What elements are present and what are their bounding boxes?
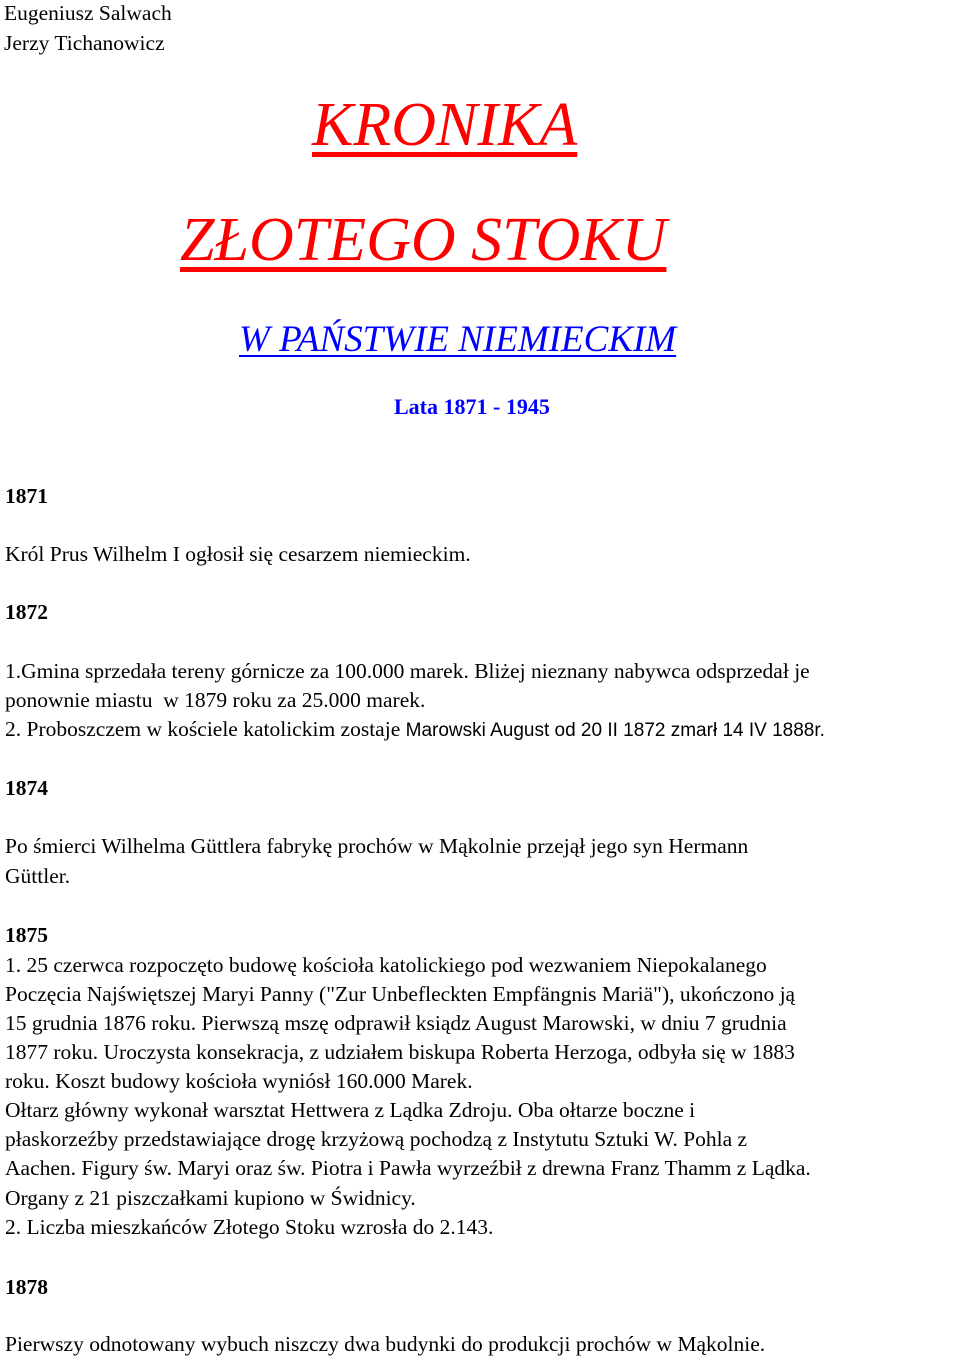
entry-line: 2. Liczba mieszkańców Złotego Stoku wzrosła do 2.143. <box>5 1215 494 1239</box>
entry-line: Pierwszy odnotowany wybuch niszczy dwa budynki do produkcji prochów w Mąkolnie. <box>5 1332 766 1356</box>
entry-line: płaskorzeźby przedstawiające drogę krzyżową pochodzą z Instytutu Sztuki W. Pohla z <box>5 1127 748 1151</box>
title-line-1: KRONIKA <box>312 91 578 159</box>
title-line-2: ZŁOTEGO STOKU <box>180 206 667 274</box>
authors <box>4 0 172 58</box>
entry-text: 2. Proboszczem w kościele katolickim zostaje <box>5 717 406 741</box>
entry-line: 1. 25 czerwca rozpoczęto budowę kościoła katolickiego pod wezwaniem Niepokalanego <box>5 953 767 977</box>
author-name: Eugeniusz Salwach <box>4 1 172 25</box>
entry-line: Aachen. Figury św. Maryi oraz św. Piotra i Pawła wyrzeźbił z drewna Franz Thamm z Lądka. <box>5 1156 811 1180</box>
entry-line: 15 grudnia 1876 roku. Pierwszą mszę odprawił ksiądz August Marowski, w dniu 7 grudnia <box>5 1011 787 1035</box>
entry-line: Ołtarz główny wykonał warsztat Hettwera z Lądka Zdroju. Oba ołtarze boczne i <box>5 1098 696 1122</box>
entry-line: Król Prus Wilhelm I ogłosił się cesarzem niemieckim. <box>5 542 471 566</box>
entry-text-sans: Marowski August od 20 II 1872 zmarł 14 IV 1888r. <box>405 720 825 741</box>
entry-line: 1877 roku. Uroczysta konsekracja, z udziałem biskupa Roberta Herzoga, odbyła się w 1883 <box>5 1040 795 1064</box>
year-heading: 1874 <box>5 776 48 800</box>
subtitle: W PAŃSTWIE NIEMIECKIM <box>239 319 677 360</box>
year-heading: 1871 <box>5 484 48 508</box>
year-heading: 1875 <box>5 923 48 947</box>
entry-line: Poczęcia Najświętszej Maryi Panny ("Zur Unbefleckten Empfängnis Mariä"), ukończono ją <box>5 982 796 1006</box>
entry-line: Po śmierci Wilhelma Güttlera fabrykę prochów w Mąkolnie przejął jego syn Hermann <box>5 834 749 858</box>
entry-line <box>5 715 825 745</box>
entry-line: 1.Gmina sprzedała tereny górnicze za 100.000 marek. Bliżej nieznany nabywca odsprzedał je <box>5 659 810 683</box>
entry-line: ponownie miastu w 1879 roku za 25.000 marek. <box>5 688 426 712</box>
year-heading: 1878 <box>5 1275 48 1299</box>
entry-line: roku. Koszt budowy kościoła wyniósł 160.000 Marek. <box>5 1069 473 1093</box>
years-range: Lata 1871 - 1945 <box>394 394 550 419</box>
author-name: Jerzy Tichanowicz <box>4 31 165 55</box>
entry-line: Organy z 21 piszczałkami kupiono w Świdnicy. <box>5 1186 416 1210</box>
year-heading: 1872 <box>5 600 48 624</box>
entry-line: Güttler. <box>5 864 71 888</box>
